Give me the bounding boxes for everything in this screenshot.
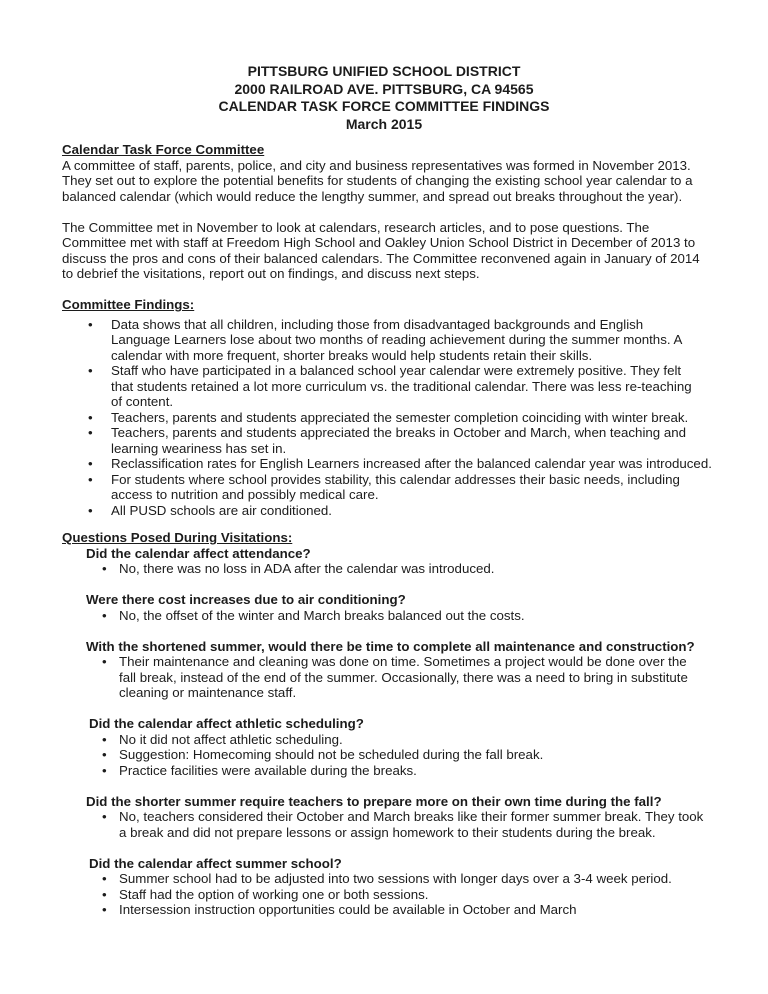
finding-item <box>88 503 706 519</box>
answer-item <box>102 763 706 779</box>
finding-item <box>88 456 712 472</box>
answer-text: Staff had the option of working one or both sessions. <box>119 886 429 902</box>
question-title: Did the calendar affect attendance? <box>86 545 311 561</box>
answer-item <box>102 732 706 748</box>
bullet-icon <box>88 472 111 503</box>
finding-item <box>88 472 706 503</box>
question-title: With the shortened summer, would there be time to complete all maintenance and construction? <box>86 638 695 654</box>
bullet-icon <box>102 654 119 701</box>
intro-paragraph-2: The Committee met in November to look at calendars, research articles, and to pose questions. The Committee met with staff at Freedom High School and Oakley Union School District in December of 2013 to discuss the pros and cons of their balanced calendars. The Committee reconvened again in January of 2014 to debrief the visitations, report out on findings, and discuss next steps. <box>62 219 700 282</box>
finding-text: Data shows that all children, including those from disadvantaged backgrounds and English Language Learners lose about two months of reading achievement during the summer months. A calendar with more frequent, shorter breaks would help students retain their skills. <box>111 316 682 363</box>
intro-paragraph-1: A committee of staff, parents, police, and city and business representatives was formed in November 2013. They set out to explore the potential benefits for students of changing the existing school year calendar to a balanced calendar (which would reduce the lengthy summer, and spread out breaks throughout the year). <box>62 157 693 204</box>
question-title: Did the calendar affect athletic scheduling? <box>89 716 364 732</box>
finding-item <box>88 363 706 410</box>
bullet-icon <box>102 902 119 918</box>
answer-item <box>102 887 706 903</box>
header-document-title: CALENDAR TASK FORCE COMMITTEE FINDINGS <box>218 98 550 115</box>
answer-text: No, the offset of the winter and March breaks balanced out the costs. <box>119 607 525 623</box>
question-block <box>62 546 706 577</box>
question-block <box>62 639 706 701</box>
finding-item <box>88 425 706 456</box>
answer-text: No, there was no loss in ADA after the calendar was introduced. <box>119 561 495 577</box>
section-heading-findings: Committee Findings: <box>62 297 195 313</box>
bullet-icon <box>88 317 111 364</box>
bullet-icon <box>88 503 111 519</box>
header-date: March 2015 <box>345 115 423 132</box>
answer-text: No, teachers considered their October and March breaks like their former summer break. They took a break and did not prepare lessons or assign homework to their students during the break. <box>119 809 704 840</box>
finding-text: Teachers, parents and students appreciated the breaks in October and March, when teaching and learning weariness has set in. <box>111 425 687 456</box>
answer-text: Practice facilities were available during the breaks. <box>119 762 417 778</box>
answer-item <box>102 747 706 763</box>
bullet-icon <box>102 887 119 903</box>
bullet-icon <box>88 363 111 410</box>
section-heading-questions: Questions Posed During Visitations: <box>62 530 293 546</box>
question-block <box>62 716 706 778</box>
bullet-icon <box>102 871 119 887</box>
bullet-icon <box>102 608 119 624</box>
question-title: Did the calendar affect summer school? <box>89 855 342 871</box>
question-title: Did the shorter summer require teachers to prepare more on their own time during the fall? <box>86 793 662 809</box>
finding-item <box>88 410 706 426</box>
question-block <box>62 592 706 623</box>
answer-text: Intersession instruction opportunities could be available in October and March <box>119 902 577 918</box>
finding-text: Staff who have participated in a balanced school year calendar were extremely positive. They felt that students retained a lot more curriculum vs. the traditional calendar. There was less re-teaching of content. <box>111 363 692 410</box>
bullet-icon <box>88 456 111 472</box>
bullet-icon <box>102 732 119 748</box>
bullet-icon <box>102 747 119 763</box>
answer-item <box>102 871 706 887</box>
findings-list <box>62 316 712 519</box>
bullet-icon <box>88 425 111 456</box>
bullet-icon <box>102 809 119 840</box>
bullet-icon <box>88 410 111 426</box>
answer-text: No it did not affect athletic scheduling. <box>119 731 343 747</box>
header-district-name: PITTSBURG UNIFIED SCHOOL DISTRICT <box>247 63 521 79</box>
answer-text: Their maintenance and cleaning was done on time. Sometimes a project would be done over the fall break, instead of the end of the summer. Occasionally, there was a need to bring in substitute cleaning or maintenance staff. <box>119 654 688 701</box>
finding-text: Teachers, parents and students appreciated the semester completion coinciding with winter break. <box>111 409 689 425</box>
finding-text: Reclassification rates for English Learners increased after the balanced calendar year was introduced. <box>111 456 712 472</box>
question-title: Were there cost increases due to air conditioning? <box>86 592 406 608</box>
doc-header <box>62 63 706 133</box>
answer-item <box>102 902 706 918</box>
answer-item <box>102 809 706 840</box>
finding-text: All PUSD schools are air conditioned. <box>111 502 332 518</box>
bullet-icon <box>102 763 119 779</box>
answer-text: Suggestion: Homecoming should not be scheduled during the fall break. <box>119 747 544 763</box>
finding-item <box>88 317 706 364</box>
question-block <box>62 856 706 918</box>
answer-item <box>102 654 706 701</box>
header-address: 2000 RAILROAD AVE. PITTSBURG, CA 94565 <box>234 80 534 97</box>
finding-text: For students where school provides stability, this calendar addresses their basic needs, including access to nutrition and possibly medical care. <box>111 471 680 503</box>
answer-item <box>102 561 706 577</box>
question-block <box>62 794 706 841</box>
answer-text: Summer school had to be adjusted into two sessions with longer days over a 3-4 week period. <box>119 871 672 887</box>
answer-item <box>102 608 706 624</box>
bullet-icon <box>102 561 119 577</box>
section-heading-task-force: Calendar Task Force Committee <box>62 142 265 158</box>
